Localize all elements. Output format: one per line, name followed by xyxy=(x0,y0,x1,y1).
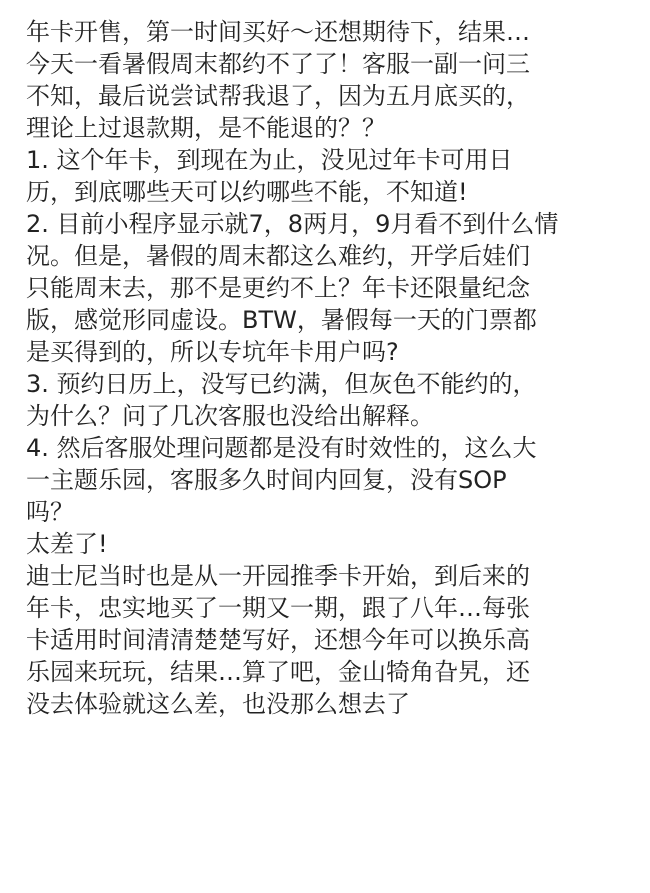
text-line: 迪士尼当时也是从一开园推季卡开始，到后来的 xyxy=(26,562,530,590)
text-line: 没去体验就这么差，也没那么想去了 xyxy=(26,690,410,718)
text-line: 2. 目前小程序显示就7，8两月，9月看不到什么情 xyxy=(26,210,559,238)
text-line: 历，到底哪些天可以约哪些不能，不知道! xyxy=(26,178,468,206)
text-line: 为什么？问了几次客服也没给出解释。 xyxy=(26,402,434,430)
text-line: 年卡，忠实地买了一期又一期，跟了八年…每张 xyxy=(26,594,530,622)
text-line: 一主题乐园，客服多久时间内回复，没有SOP xyxy=(26,466,507,494)
post-text xyxy=(26,0,638,893)
text-line: 只能周末去，那不是更约不上？年卡还限量纪念 xyxy=(26,274,530,302)
text-line: 不知，最后说尝试帮我退了，因为五月底买的， xyxy=(26,82,530,110)
text-line: 1. 这个年卡，到现在为止，没见过年卡可用日 xyxy=(26,146,513,174)
text-line: 4. 然后客服处理问题都是没有时效性的，这么大 xyxy=(26,434,537,462)
text-line: 卡适用时间清清楚楚写好，还想今年可以换乐高 xyxy=(26,626,530,654)
text-line: 太差了! xyxy=(26,530,108,558)
text-line: 今天一看暑假周末都约不了了！客服一副一问三 xyxy=(26,50,530,78)
text-line: 3. 预约日历上，没写已约满，但灰色不能约的， xyxy=(26,370,537,398)
text-line: 乐园来玩玩，结果…算了吧，金山犄角旮旯，还 xyxy=(26,658,530,686)
text-line: 吗？ xyxy=(26,498,74,526)
text-line: 版，感觉形同虚设。BTW，暑假每一天的门票都 xyxy=(26,306,537,334)
text-line: 年卡开售，第一时间买好～还想期待下，结果… xyxy=(26,18,530,46)
text-line: 理论上过退款期，是不能退的？？ xyxy=(26,114,386,142)
text-line: 是买得到的，所以专坑年卡用户吗? xyxy=(26,338,399,366)
text-line: 况。但是，暑假的周末都这么难约，开学后娃们 xyxy=(26,242,530,270)
